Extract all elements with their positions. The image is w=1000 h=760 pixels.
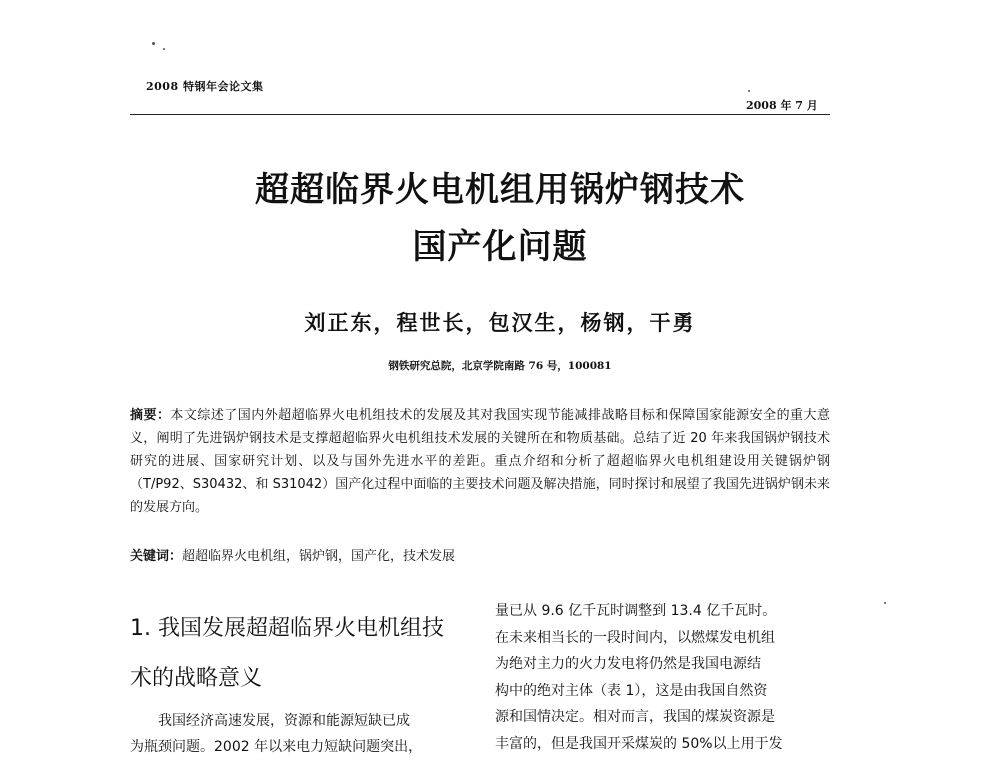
right-column-body bbox=[495, 598, 830, 757]
section-heading-line-1: 1. 我国发展超超临界火电机组技 bbox=[130, 616, 444, 641]
proceedings-name: 2008 特钢年会论文集 bbox=[146, 80, 264, 93]
body-line: 为瓶颈问题。2002 年以来电力短缺问题突出， bbox=[130, 739, 423, 755]
left-column-body bbox=[130, 708, 470, 760]
header-rule bbox=[130, 114, 830, 115]
scan-speck bbox=[152, 42, 155, 45]
keywords-label: 关键词： bbox=[130, 549, 183, 564]
body-line: 源和国情决定。相对而言，我国的煤炭资源是 bbox=[495, 709, 775, 725]
section-heading bbox=[130, 604, 470, 704]
affiliation: 钢铁研究总院，北京学院南路 76 号，100081 bbox=[388, 360, 612, 372]
abstract bbox=[130, 404, 830, 519]
body-line: 在未来相当长的一段时间内，以燃煤发电机组 bbox=[495, 629, 775, 646]
paper-title-line-1: 超超临界火电机组用锅炉钢技术 bbox=[255, 170, 745, 210]
scan-speck bbox=[748, 90, 750, 92]
body-line: 我国经济高速发展，资源和能源短缺已成 bbox=[158, 713, 410, 729]
abstract-text: 本文综述了国内外超超临界火电机组技术的发展及其对我国实现节能减排战略目标和保障国家能源安全的重大意义，阐明了先进锅炉钢技术是支撑超超临界火电机组技术发展的关键所在和物质基础。总结了近 20 年来我国锅炉钢技术研究的进展、国家研究计划、以及与国外先进水平的差距。重点介绍和分析了超超临界火电机组建设用关键锅炉钢（T/P92、S30432、和 S31042）国产化过程中面临的主要技术问题及解决措施，同时探讨和展望了我国先进锅炉钢未来的发展方向。 bbox=[130, 408, 830, 515]
keywords-text: 超超临界火电机组，锅炉钢，国产化，技术发展 bbox=[182, 549, 456, 564]
body-line: 丰富的，但是我国开采煤炭的 50%以上用于发 bbox=[495, 735, 783, 752]
body-line: 构中的绝对主体（表 1），这是由我国自然资 bbox=[495, 682, 768, 699]
author-list: 刘正东，程世长，包汉生，杨钢，干勇 bbox=[304, 310, 696, 335]
body-line: 为绝对主力的火力发电将仍然是我国电源结 bbox=[495, 656, 761, 672]
scan-speck bbox=[163, 48, 165, 50]
scan-speck bbox=[884, 602, 886, 604]
keywords bbox=[130, 545, 830, 568]
body-line: 量已从 9.6 亿千瓦时调整到 13.4 亿千瓦时。 bbox=[495, 603, 777, 619]
paper-title-line-2: 国产化问题 bbox=[412, 227, 588, 267]
abstract-label: 摘要： bbox=[130, 408, 171, 423]
issue-date: 2008 年 7 月 bbox=[746, 99, 818, 112]
section-heading-line-2: 术的战略意义 bbox=[130, 666, 263, 691]
